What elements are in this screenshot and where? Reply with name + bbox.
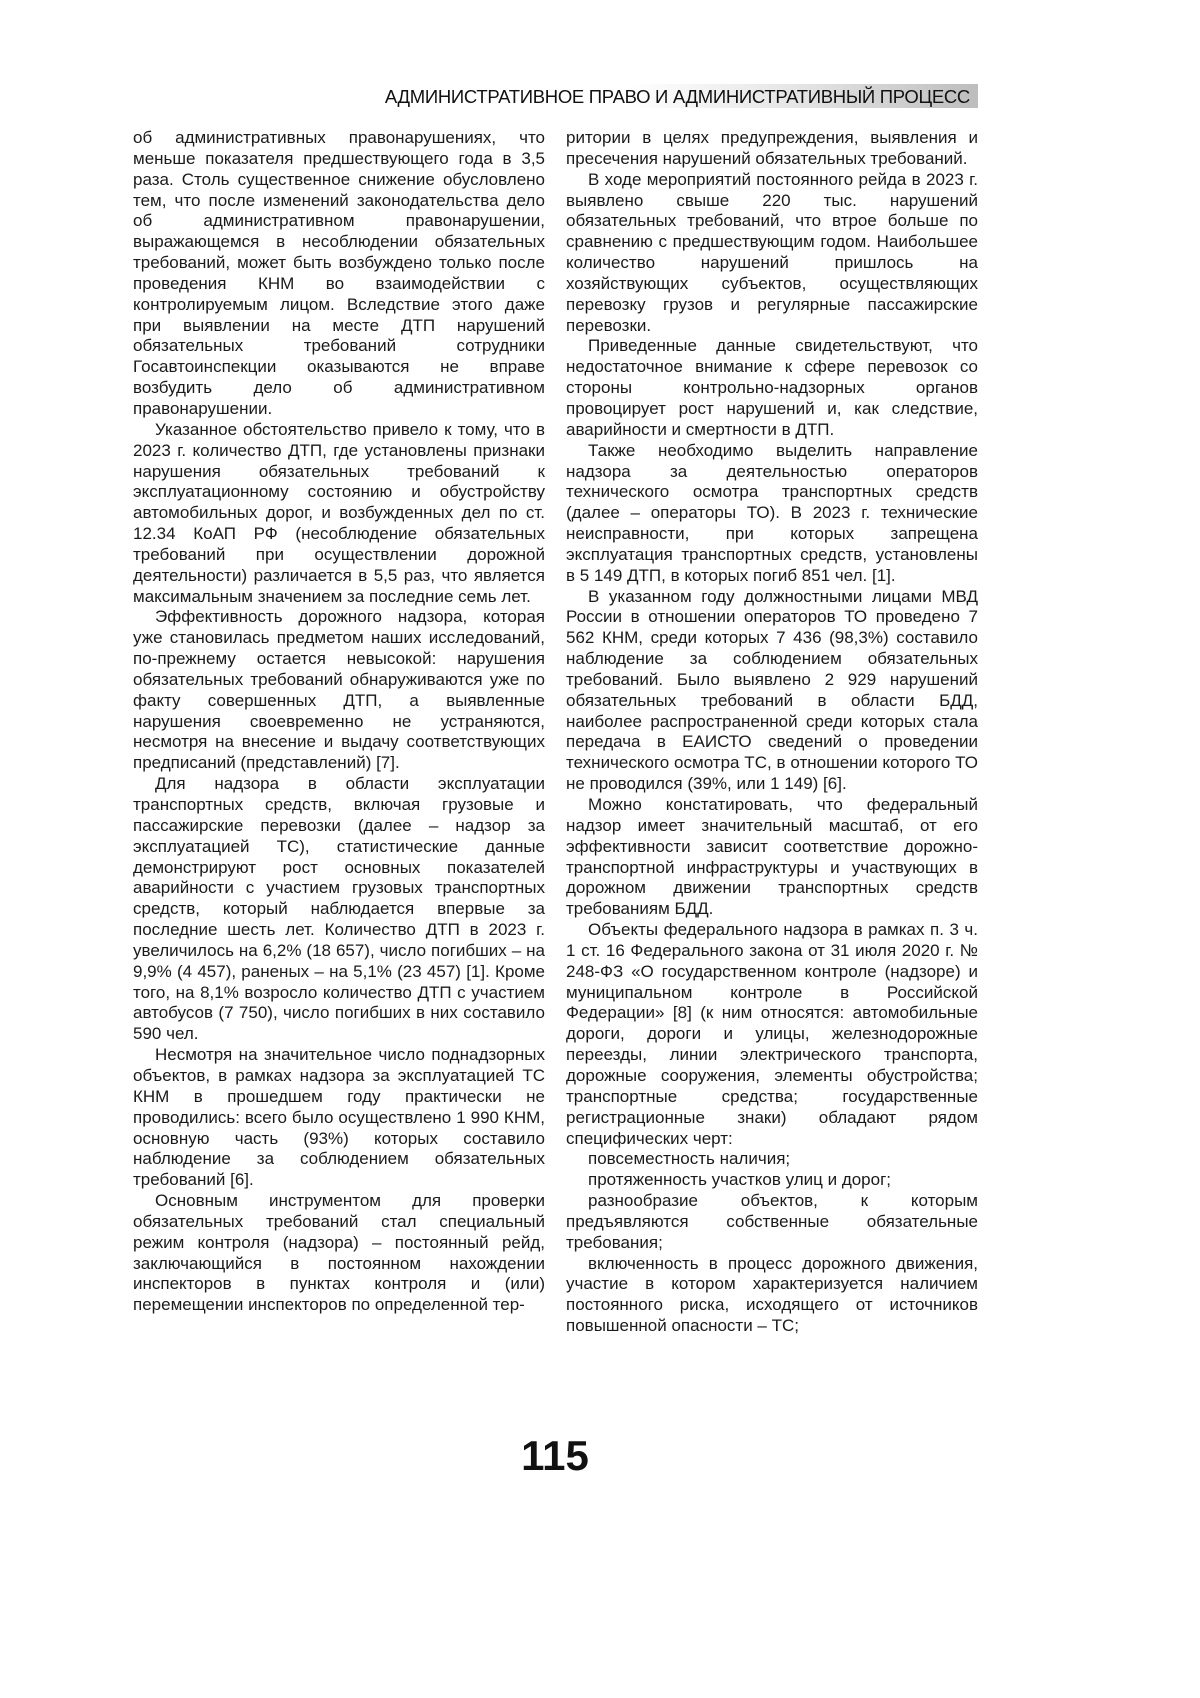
paragraph: Эффективность дорожного надзора, которая уже становилась предметом наших исследований, по-прежнему остается невысокой: нарушения обязательных требований обнаруживаются уже по факту совершенных ДТП, а выявленные нарушения своевременно не устраняются, несмотря на внесение и выдачу соответствующих предписаний (представлений) [7].	[133, 607, 545, 774]
list-item: включенность в процесс дорожного движения, участие в котором характеризуется наличием постоянного риска, исходящего от источников повышенной опасности – ТС;	[566, 1254, 978, 1337]
paragraph: Для надзора в области эксплуатации транспортных средств, включая грузовые и пассажирские перевозки (далее – надзор за эксплуатацией ТС), статистические данные демонстрируют рост основных показателей аварийности с участием грузовых транспортных средств, который наблюдается впервые за последние шесть лет. Количество ДТП в 2023 г. увеличилось на 6,2% (18 657), число погибших – на 9,9% (4 457), раненых – на 5,1% (23 457) [1]. Кроме того, на 8,1% возросло количество ДТП с участием автобусов (7 750), число погибших в них составило 590 чел.	[133, 774, 545, 1045]
paragraph: В ходе мероприятий постоянного рейда в 2023 г. выявлено свыше 220 тыс. нарушений обязательных требований, что втрое больше по сравнению с предшествующим годом. Наибольшее количество нарушений пришлось на хозяйствующих субъектов, осуществляющих перевозку грузов и регулярные пассажирские перевозки.	[566, 170, 978, 337]
paragraph: Указанное обстоятельство привело к тому, что в 2023 г. количество ДТП, где установлены признаки нарушения обязательных требований к эксплуатационному состоянию и обустройству автомобильных дорог, и возбужденных дел по ст. 12.34 КоАП РФ (несоблюдение обязательных требований при осуществлении дорожной деятельности) различается в 5,5 раз, что является максимальным значением за последние семь лет.	[133, 420, 545, 608]
paragraph: В указанном году должностными лицами МВД России в отношении операторов ТО проведено 7 562 КНМ, среди которых 7 436 (98,3%) составило наблюдение за соблюдением обязательных требований. Было выявлено 2 929 нарушений обязательных требований в области БДД, наиболее распространенной среди которых стала передача в ЕАИСТО сведений о проведении технического осмотра ТС, в отношении которого ТО не проводился (39%, или 1 149) [6].	[566, 587, 978, 795]
page-number: 115	[0, 1432, 1110, 1480]
list-item: разнообразие объектов, к которым предъявляются собственные обязательные требования;	[566, 1191, 978, 1254]
paragraph: Можно констатировать, что федеральный надзор имеет значительный масштаб, от его эффективности зависит соответствие дорожно-транспортной инфраструктуры и участвующих в дорожном движении транспортных средств требованиям БДД.	[566, 795, 978, 920]
left-column	[133, 128, 545, 1316]
paragraph: Основным инструментом для проверки обязательных требований стал специальный режим контроля (надзора) – постоянный рейд, заключающийся в постоянном нахождении инспекторов в пунктах контроля и (или) перемещении инспекторов по определенной тер-	[133, 1191, 545, 1316]
running-title: АДМИНИСТРАТИВНОЕ ПРАВО И АДМИНИСТРАТИВНЫЙ ПРОЦЕСС	[385, 86, 970, 108]
running-header	[540, 84, 978, 108]
paragraph: об административных правонарушениях, что меньше показателя предшествующего года в 3,5 раза. Столь существенное снижение обусловлено тем, что после изменений законодательства дело об административном правонарушении, выражающемся в несоблюдении обязательных требований, может быть возбуждено только после проведения КНМ во взаимодействии с контролируемым лицом. Вследствие этого даже при выявлении на месте ДТП нарушений обязательных требований сотрудники Госавтоинспекции оказываются не вправе возбудить дело об административном правонарушении.	[133, 128, 545, 420]
list-item: повсеместность наличия;	[566, 1149, 978, 1170]
list-item: протяженность участков улиц и дорог;	[566, 1170, 978, 1191]
paragraph: Несмотря на значительное число поднадзорных объектов, в рамках надзора за эксплуатацией ТС КНМ в прошедшем году практически не проводились: всего было осуществлено 1 990 КНМ, основную часть (93%) которых составило наблюдение за соблюдением обязательных требований [6].	[133, 1045, 545, 1191]
paragraph: Объекты федерального надзора в рамках п. 3 ч. 1 ст. 16 Федерального закона от 31 июля 2020 г. № 248-ФЗ «О государственном контроле (надзоре) и муниципальном контроле в Российской Федерации» [8] (к ним относятся: автомобильные дороги, дороги и улицы, железнодорожные переезды, линии электрического транспорта, дорожные сооружения, элементы обустройства; транспортные средства; государственные регистрационные знаки) обладают рядом специфических черт:	[566, 920, 978, 1149]
paragraph: Также необходимо выделить направление надзора за деятельностью операторов технического осмотра транспортных средств (далее – операторы ТО). В 2023 г. технические неисправности, при которых запрещена эксплуатация транспортных средств, установлены в 5 149 ДТП, в которых погиб 851 чел. [1].	[566, 441, 978, 587]
paragraph: ритории в целях предупреждения, выявления и пресечения нарушений обязательных требований.	[566, 128, 978, 170]
paragraph: Приведенные данные свидетельствуют, что недостаточное внимание к сфере перевозок со стороны контрольно-надзорных органов провоцирует рост нарушений и, как следствие, аварийности и смертности в ДТП.	[566, 336, 978, 440]
right-column	[566, 128, 978, 1337]
